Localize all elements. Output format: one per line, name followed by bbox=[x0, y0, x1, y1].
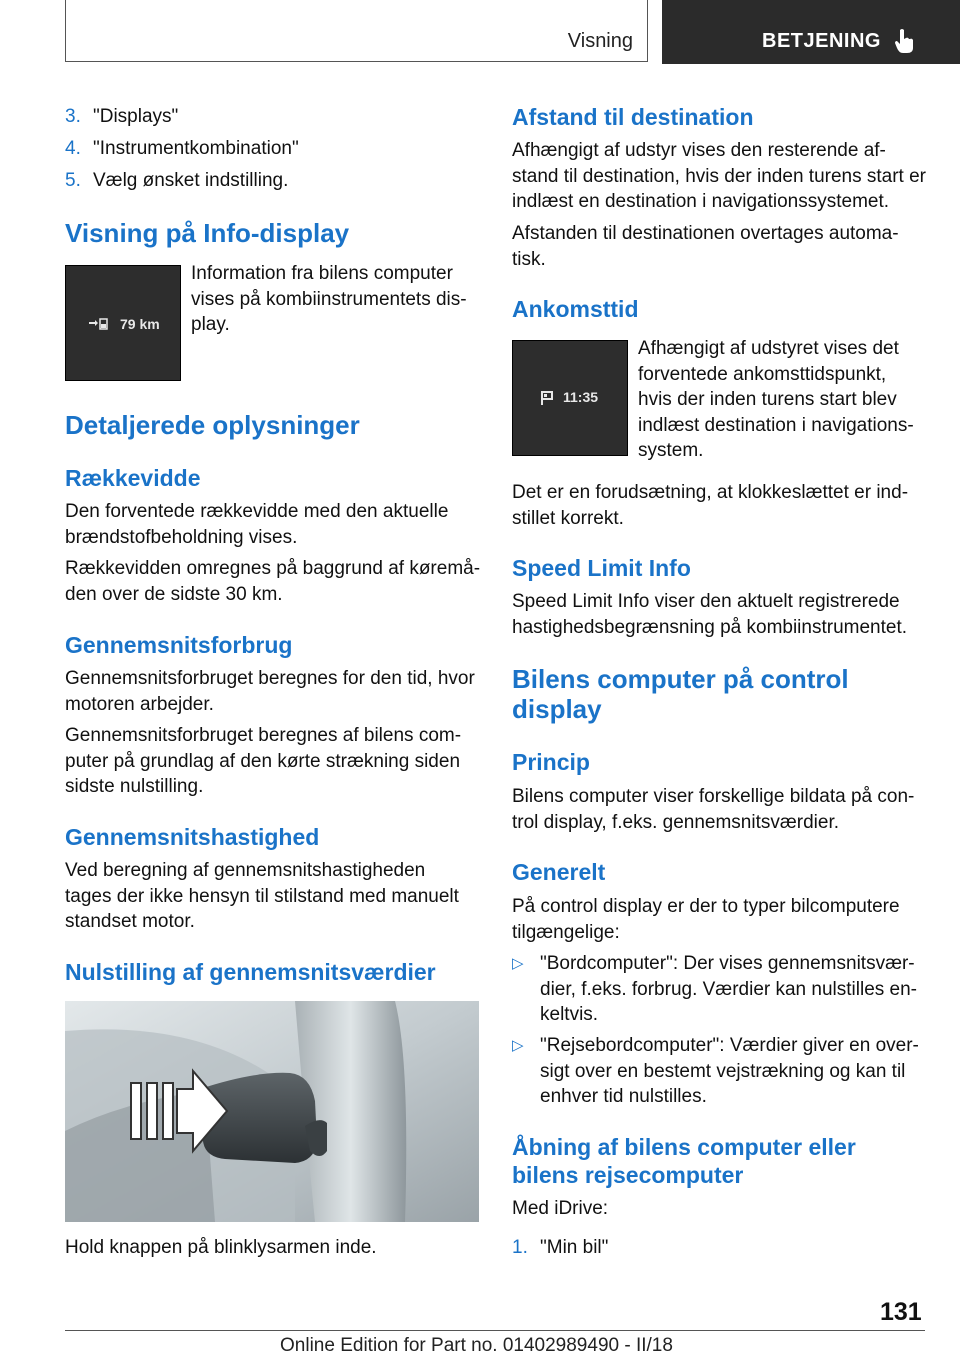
step-number: 4. bbox=[65, 138, 81, 159]
footer-edition-text: Online Edition for Part no. 01402989490 - II/18 bbox=[280, 1335, 673, 1356]
general-paragraph bbox=[512, 894, 942, 945]
avg-consumption-paragraph-1 bbox=[65, 666, 485, 717]
text-line: tages der ikke hensyn til stilstand med manuelt bbox=[65, 885, 459, 907]
avg-speed-paragraph bbox=[65, 858, 485, 935]
text-line: stand til destination, hvis der inden turens start er bbox=[512, 165, 927, 187]
avg-speed-heading: Gennemsnitshastighed bbox=[65, 824, 320, 850]
range-heading: Rækkevidde bbox=[65, 465, 201, 491]
triangle-bullet-icon: ▷ bbox=[512, 1037, 524, 1054]
range-paragraph-2 bbox=[65, 556, 485, 607]
detail-heading: Detaljerede oplysninger bbox=[65, 410, 360, 440]
info-display-heading: Visning på Info-display bbox=[65, 218, 350, 248]
text-line: Afhængigt af udstyret vises det bbox=[638, 338, 899, 359]
text-line: sidste nulstilling. bbox=[65, 776, 204, 797]
footer-divider bbox=[65, 1330, 925, 1331]
info-display-image bbox=[65, 265, 181, 381]
arrival-display-image bbox=[512, 340, 628, 456]
text-line: Den forventede rækkevidde med den aktuelle bbox=[65, 501, 449, 522]
arrival-text bbox=[638, 336, 938, 464]
open-computer-heading bbox=[512, 1133, 856, 1189]
text-line: Afstanden til destinationen overtages automa- bbox=[512, 223, 899, 244]
text-line: play. bbox=[191, 314, 230, 335]
text-line: dier, f.eks. forbrug. Værdier kan nulstilles en- bbox=[540, 978, 918, 1000]
arrival-display-value: 11:35 bbox=[563, 389, 599, 405]
step-text: Vælg ønsket indstilling. bbox=[93, 170, 289, 191]
step-number: 1. bbox=[512, 1237, 528, 1258]
range-paragraph-1 bbox=[65, 499, 485, 550]
step-number: 3. bbox=[65, 106, 81, 127]
info-display-text bbox=[191, 261, 491, 338]
text-line: "Rejsebordcomputer": Værdier giver en over- bbox=[540, 1035, 919, 1056]
info-display-value: 79 km bbox=[120, 316, 160, 332]
control-display-heading bbox=[512, 664, 849, 724]
header-chapter-title: BETJENING bbox=[762, 30, 881, 52]
text-line: Det er en forudsætning, at klokkeslættet er ind- bbox=[512, 482, 909, 503]
arrival-paragraph-2 bbox=[512, 480, 942, 531]
speed-limit-heading: Speed Limit Info bbox=[512, 555, 691, 581]
text-line: Afhængigt af udstyr vises den resterende af- bbox=[512, 140, 886, 161]
step-text: "Displays" bbox=[93, 106, 179, 127]
destination-paragraph-1 bbox=[512, 138, 942, 215]
text-line: tisk. bbox=[512, 248, 546, 270]
text-line: keltvis. bbox=[540, 1004, 599, 1025]
avg-consumption-heading: Gennemsnitsforbrug bbox=[65, 632, 293, 658]
text-line: Rækkevidden omregnes på baggrund af køremå- bbox=[65, 558, 481, 579]
page-number: 131 bbox=[880, 1298, 922, 1326]
text-line: brændstofbeholdning vises. bbox=[65, 526, 298, 548]
step-number: 5. bbox=[65, 170, 81, 191]
arrival-heading: Ankomsttid bbox=[512, 296, 639, 322]
destination-paragraph-2 bbox=[512, 221, 942, 272]
heading-line: bilens rejsecomputer bbox=[512, 1162, 744, 1188]
text-line: trol display, f.eks. gennemsnitsværdier. bbox=[512, 811, 840, 833]
speed-limit-paragraph bbox=[512, 589, 942, 640]
text-line: Speed Limit Info viser den aktuelt registrerede bbox=[512, 591, 900, 612]
text-line: Bilens computer viser forskellige bildata på con- bbox=[512, 786, 915, 807]
text-line: "Bordcomputer": Der vises gennemsnitsvær- bbox=[540, 953, 915, 974]
text-line: hvis der inden turens start blev bbox=[638, 389, 897, 410]
heading-line: Åbning af bilens computer eller bbox=[512, 1134, 856, 1160]
text-line: stillet korrekt. bbox=[512, 507, 624, 529]
heading-line: display bbox=[512, 694, 602, 724]
text-line: indlæst destination i navigations- bbox=[638, 414, 914, 436]
avg-consumption-paragraph-2 bbox=[65, 723, 485, 800]
text-line: forventede ankomsttidspunkt, bbox=[638, 363, 887, 385]
step-text: "Instrumentkombination" bbox=[93, 138, 299, 159]
text-line: Gennemsnitsforbruget beregnes for den tid, hvor bbox=[65, 668, 475, 689]
text-line: motoren arbejder. bbox=[65, 693, 214, 715]
photo-caption: Hold knappen på blinklysarmen inde. bbox=[65, 1237, 377, 1258]
step-text: "Min bil" bbox=[540, 1237, 609, 1258]
turn-signal-lever-photo bbox=[65, 1001, 479, 1222]
open-paragraph: Med iDrive: bbox=[512, 1198, 609, 1219]
text-line: Information fra bilens computer bbox=[191, 263, 453, 284]
text-line: hastighedsbegrænsning på kombiinstrumentet. bbox=[512, 616, 908, 638]
header-section-box bbox=[65, 0, 648, 62]
text-line: enhver tid nulstilles. bbox=[540, 1086, 707, 1107]
text-line: Gennemsnitsforbruget beregnes af bilens com- bbox=[65, 725, 462, 746]
reset-heading: Nulstilling af gennemsnitsværdier bbox=[65, 959, 436, 985]
destination-flag-icon bbox=[539, 390, 555, 406]
hand-pointer-icon bbox=[894, 28, 916, 54]
general-heading: Generelt bbox=[512, 859, 606, 885]
text-line: den over de sidste 30 km. bbox=[65, 583, 283, 605]
destination-distance-heading: Afstand til destination bbox=[512, 104, 754, 130]
text-line: indlæst en destination i navigationssystemet. bbox=[512, 191, 890, 212]
header-chapter-box bbox=[662, 0, 960, 64]
header-section-title: Visning bbox=[567, 30, 633, 52]
triangle-bullet-icon: ▷ bbox=[512, 955, 524, 972]
text-line: tilgængelige: bbox=[512, 921, 620, 943]
principle-paragraph bbox=[512, 784, 942, 835]
text-line: standset motor. bbox=[65, 911, 195, 932]
text-line: sigt over en bestemt vejstrækning og kan til bbox=[540, 1060, 906, 1082]
heading-line: Bilens computer på control bbox=[512, 664, 849, 694]
text-line: puter på grundlag af den kørte strækning siden bbox=[65, 750, 461, 772]
range-fuel-icon bbox=[88, 317, 110, 331]
text-line: system. bbox=[638, 440, 704, 461]
text-line: Ved beregning af gennemsnitshastigheden bbox=[65, 860, 426, 881]
principle-heading: Princip bbox=[512, 749, 590, 775]
text-line: vises på kombiinstrumentets dis- bbox=[191, 288, 467, 310]
text-line: På control display er der to typer bilcomputere bbox=[512, 896, 900, 917]
